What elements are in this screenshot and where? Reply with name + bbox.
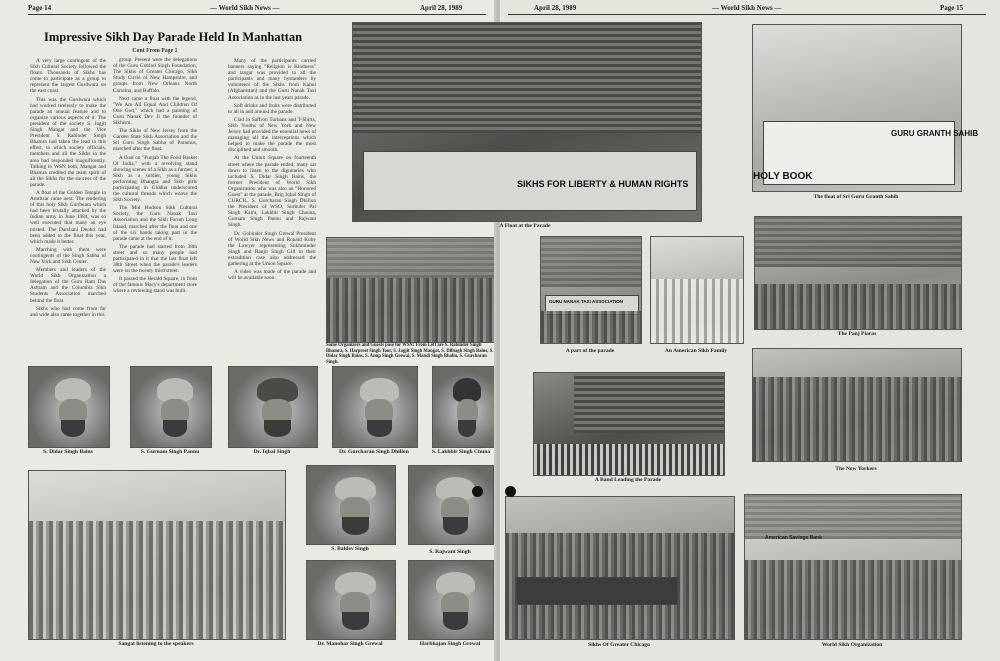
- portrait-photo: [408, 465, 494, 545]
- page-number: Page 14: [28, 4, 52, 12]
- new-yorkers-caption: The New Yorkers: [835, 466, 877, 472]
- granth-banner: GURU GRANTH SAHIB: [891, 129, 979, 138]
- granth-banner-2: HOLY BOOK: [753, 171, 813, 182]
- paper-name: — World Sikh News —: [210, 4, 280, 12]
- paragraph: Many of the participants carried banners saying "Religion is Kindness" and langar was provided to all the participants and many bystanders by volunteers of the Sikhs from Kabul (Afghanistan) and the Guru Nanak Taxi Association as in the last years parade.: [228, 58, 316, 101]
- portrait-caption: S. Rajwant Singh: [429, 549, 471, 555]
- chicago-caption: Sikhs Of Greater Chicago: [588, 642, 650, 648]
- panj-piaras-photo: [754, 216, 962, 330]
- savings-sign: American Savings Bank: [765, 535, 822, 541]
- portrait-caption: S. Gurnam Singh Pannu: [140, 449, 200, 455]
- issue-date: April 28, 1989: [534, 4, 577, 12]
- part-photo: [540, 236, 642, 344]
- portrait-caption: S. Baldev Singh: [331, 546, 369, 552]
- paragraph: A float on "Punjab The Food Basket Of India," with a revolving stand showing scenes of a Sikh as a farmer, a Sikh as a soldier, young Sikhs performing Bhangra and Sikh girls participating in Giddha underscored the cultural threads which weave the Sikh Society.: [113, 154, 197, 204]
- portrait-photo: [306, 465, 396, 545]
- paragraph: The parade had started from 38th street and so many people had participated in it that the last float left 38th Street when the parade's leaders were on the twenty third street.: [113, 243, 197, 275]
- taxi-banner: GURU NANAK TAXI ASSOCIATION: [549, 299, 623, 304]
- portrait-caption: Dr. Gurcharan Singh Dhillon: [339, 449, 409, 455]
- paragraph: group. Present were the delegations of the Guru Gobind Singh Foundation, The Sikhs of Greater Chicago, Sikh Study Circle of New Hampshire, and groups from New Orleans North Carolina, and Buffalo.: [113, 57, 197, 94]
- paragraph: A float of the Golden Temple in Amritsar came next. The rendering of this holy Sikh Gurdwara which had been brutally attacked by the Indian army in June 1984, was so well executed that many an eye misted. The Darshani Deohri had been added to the float this year, which made it better.: [30, 189, 106, 245]
- wso-caption: World Sikh Organization: [821, 642, 883, 648]
- portrait-photo: [130, 366, 212, 448]
- portrait-caption: S. Lakhbir Singh Chuna: [431, 449, 491, 455]
- article-column-3: [228, 58, 316, 358]
- portrait-caption: Harbhajan Singh Grewal: [419, 641, 481, 647]
- portrait-photo: [432, 366, 496, 448]
- group-photo: [326, 237, 496, 343]
- sangat-photo: [28, 470, 286, 640]
- sangat-caption: Sangat listening to the speakers: [118, 641, 194, 647]
- paragraph: A video was made of the parade and will be available soon.: [228, 269, 316, 282]
- paragraph: Sikhs who had come from far and wide also came together in this: [30, 305, 106, 318]
- paragraph: It passed the Herald Square, in front of the famous Macy's department store where a reviewing stand was built.: [113, 276, 197, 295]
- article-column-2: [113, 48, 197, 360]
- paragraph: A very large contingent of the Sikh Cultural Society followed the floats. Thousands of Sikhs has come to participate as a group to represent the largest Gurdwara on the east coast.: [30, 58, 106, 95]
- granth-float-photo: [752, 24, 979, 192]
- group-photo-caption: Some Organizers and Guests pose for WSN: From Left are S. Rabinder Singh Bhamra, S. Harpreet Singh Toor, S. Jagjit Singh Mangat, S. Dilbagh Singh Bains, S. Didar Singh Bains, S. Anup Singh Grewal, S. Mandi Singh Bhaliu, S. Gurcharan Singh.: [326, 343, 494, 365]
- article-headline: Impressive Sikh Day Parade Held In Manhattan: [44, 30, 303, 44]
- float-caption: A Float at the Parade: [499, 223, 551, 229]
- article-column-1: [30, 58, 106, 358]
- portrait-photo: [408, 560, 494, 640]
- portrait-caption: Dr. Iqbal Singh: [253, 449, 291, 455]
- part-caption: A part of the parade: [565, 348, 615, 354]
- family-caption: An American Sikh Family: [664, 348, 728, 354]
- continued-label: Cont From Page 1: [132, 48, 178, 54]
- header-rule: [28, 14, 486, 15]
- paragraph: The Mid Hudson Sikh Cultural Society, the Guru Nanak Taxi Association and the Sikh Forum Long Island, marched after the float and one of the six bands taking part in the parade came at the end of it.: [113, 205, 197, 242]
- paragraph: Dr. Gobinder Singh Grewal President of World Sikh News and Ronald Kuby the Lawyer representing Sukhminder Singh and Ranjit Singh Gill in their extradition case also addressed the gathering at the Union Square.: [228, 230, 316, 267]
- paragraph: The Sikhs of New Jersey from the Garden State Sikh Association and the Sri Guru Singh Sabha of Paramus, marched after the float.: [113, 128, 197, 153]
- header-rule: [508, 14, 986, 15]
- paragraph: At the Union Square on fourteenth street where the parade ended, many sat down to listen to the dignitaries who included S. Didar Singh Bains, the former President of World Sikh Organization who was also an "Honored Guest" at the parade, Brig Iqbal Singh of CURCIL, S. Gurcharan Singh Dhillon the President of WSO, Surinder Pal Singh Kalra, Lakhbir Singh Chauna, Gurnam Singh Pannu and Rajwant Singh.: [228, 155, 316, 229]
- portrait-photo: [228, 366, 318, 448]
- issue-date: April 28, 1989: [420, 4, 463, 12]
- granth-caption: The float of Sri Guru Granth Sahib: [813, 194, 899, 200]
- paragraph: Members and leaders of the World Sikh Organization a delegation of the Guru Ram Das Ashram and the Columbia Sikh Students Association marched behind the float.: [30, 267, 106, 304]
- portrait-caption: Dr. Manohar Singh Grewal: [317, 641, 383, 647]
- new-yorkers-photo: [752, 348, 962, 462]
- chicago-photo: [505, 496, 735, 640]
- band-photo: [533, 372, 725, 476]
- family-photo: [650, 236, 744, 344]
- portrait-photo: [306, 560, 396, 640]
- band-caption: A Band Leading the Parade: [594, 477, 662, 483]
- panj-caption: The Panj Piaras: [837, 331, 877, 337]
- binder-hole: [505, 486, 516, 497]
- paragraph: This was the Gurdwara which had worked tirelessly to make the parade an annual feature and to organize various aspects of it. The president of the society S. Jagjit Singh Mangat and the Vice President S. Rabinder Singh Bhamra had taken the lead in this effort, to which society officials, members and all the Sikhs in the area had responded magnificently. Talking to WSN both, Mangat and Bhamra credited the team spirit of all the Sikhs for the success of the parade.: [30, 96, 106, 188]
- binder-hole: [472, 486, 483, 497]
- wso-photo: [744, 494, 962, 640]
- float-photo: [352, 22, 702, 222]
- portrait-photo: [28, 366, 110, 448]
- paper-name: — World Sikh News —: [712, 4, 782, 12]
- paragraph: Clad in Saffron Turbans and T-Shirts, Sikh Youths of New York and New Jersey had provided the essential news of managing all the interceptions which helped to make the parade the most disciplined and smooth.: [228, 116, 316, 154]
- paragraph: Marching with them were contingents of the Singh Sabha of New York and Sikh Center.: [30, 246, 106, 265]
- paragraph: Soft drinks and fruits were distributed to all in and around the parade.: [228, 102, 316, 115]
- portrait-photo: [332, 366, 418, 448]
- page-number: Page 15: [940, 4, 964, 12]
- paragraph: Next came a float with the legend, "We Are All Equal And Children Of One God," which had a painting of Guru Nanak Dev Ji the founder of Sikhism.: [113, 95, 197, 127]
- float-banner: SIKHS FOR LIBERTY & HUMAN RIGHTS: [517, 179, 689, 189]
- portrait-caption: S. Didar Singh Bains: [43, 449, 93, 455]
